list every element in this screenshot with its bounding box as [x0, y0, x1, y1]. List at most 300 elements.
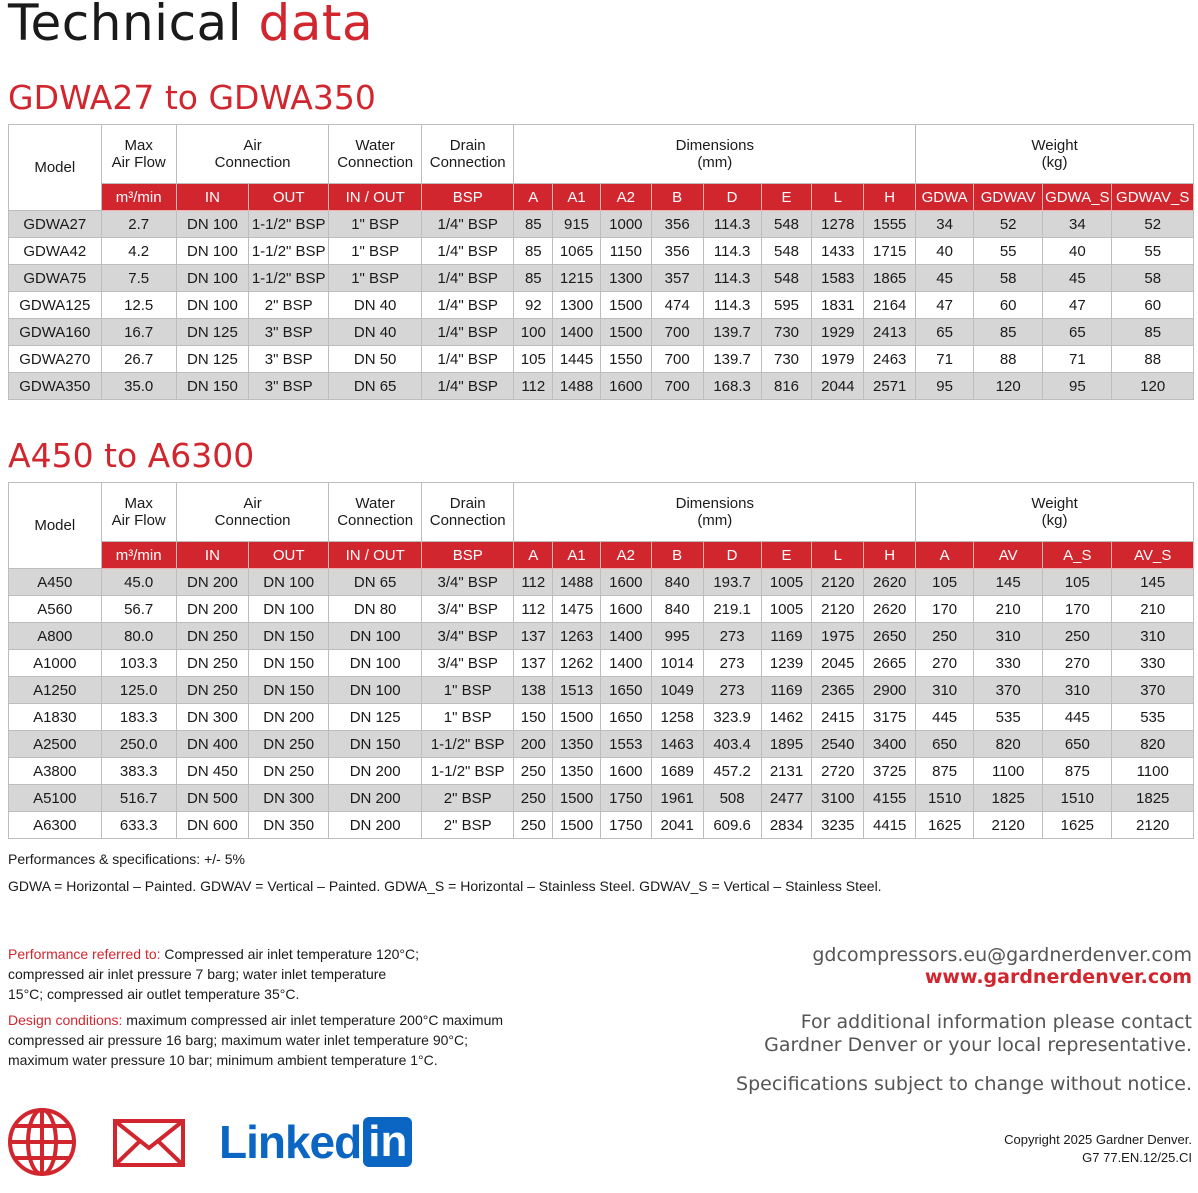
value-cell: 47 — [916, 292, 974, 319]
value-cell: DN 150 — [249, 677, 329, 704]
design-label: Design conditions: — [8, 1012, 123, 1028]
value-cell: 1350 — [553, 731, 601, 758]
value-cell: DN 125 — [176, 346, 248, 373]
conditions-block — [8, 944, 548, 1070]
header-drain-connection: Drain Connection — [421, 483, 514, 542]
value-cell: 1510 — [1043, 785, 1112, 812]
title-part2: data — [258, 0, 374, 52]
value-cell: 250 — [916, 623, 974, 650]
table-row — [9, 292, 1194, 319]
value-cell: 1689 — [651, 758, 703, 785]
value-cell: 114.3 — [703, 265, 761, 292]
value-cell: DN 200 — [249, 704, 329, 731]
value-cell: 820 — [1112, 731, 1194, 758]
value-cell: DN 150 — [249, 623, 329, 650]
value-cell: 357 — [651, 265, 703, 292]
value-cell: DN 250 — [249, 758, 329, 785]
value-cell: 2900 — [864, 677, 916, 704]
value-cell: 139.7 — [703, 319, 761, 346]
value-cell: 34 — [1043, 211, 1112, 238]
subheader-cell: L — [812, 542, 864, 569]
value-cell: 80.0 — [101, 623, 176, 650]
value-cell: 92 — [514, 292, 553, 319]
value-cell: 45 — [916, 265, 974, 292]
linkedin-logo[interactable] — [219, 1115, 412, 1173]
value-cell: 1715 — [864, 238, 916, 265]
value-cell: 1100 — [974, 758, 1043, 785]
value-cell: 2415 — [812, 704, 864, 731]
value-cell: 1650 — [600, 677, 651, 704]
table-row — [9, 704, 1194, 731]
value-cell: 137 — [514, 623, 553, 650]
table-row — [9, 785, 1194, 812]
value-cell: 60 — [974, 292, 1043, 319]
value-cell: 273 — [703, 677, 761, 704]
value-cell: 650 — [1043, 731, 1112, 758]
value-cell: 370 — [1112, 677, 1194, 704]
info-line-2: Gardner Denver or your local representative. — [764, 1034, 1192, 1056]
value-cell: 2540 — [812, 731, 864, 758]
envelope-icon[interactable] — [112, 1118, 186, 1168]
model-cell: GDWA350 — [9, 373, 102, 400]
subheader-cell: BSP — [421, 184, 514, 211]
value-cell: 1488 — [553, 373, 601, 400]
value-cell: 125.0 — [101, 677, 176, 704]
value-cell: 3100 — [812, 785, 864, 812]
value-cell: 47 — [1043, 292, 1112, 319]
value-cell: 535 — [974, 704, 1043, 731]
value-cell: 85 — [514, 211, 553, 238]
linkedin-in-box — [363, 1117, 412, 1167]
value-cell: 145 — [1112, 569, 1194, 596]
value-cell: 1065 — [553, 238, 601, 265]
section-heading-gdwa: GDWA27 to GDWA350 — [8, 78, 376, 117]
subheader-cell: GDWAV_S — [1112, 184, 1194, 211]
value-cell: 1049 — [651, 677, 703, 704]
value-cell: 3725 — [864, 758, 916, 785]
value-cell: 1433 — [812, 238, 864, 265]
model-cell: A450 — [9, 569, 102, 596]
value-cell: DN 40 — [329, 319, 422, 346]
value-cell: 2620 — [864, 569, 916, 596]
value-cell: 112 — [514, 596, 553, 623]
value-cell: 16.7 — [101, 319, 176, 346]
value-cell: 103.3 — [101, 650, 176, 677]
value-cell: 730 — [761, 319, 812, 346]
value-cell: 1" BSP — [329, 265, 422, 292]
performance-label: Performance referred to: — [8, 946, 161, 962]
value-cell: 1625 — [1043, 812, 1112, 839]
value-cell: DN 150 — [249, 650, 329, 677]
value-cell: 1" BSP — [421, 704, 514, 731]
value-cell: 114.3 — [703, 211, 761, 238]
table-row — [9, 650, 1194, 677]
value-cell: DN 100 — [329, 677, 422, 704]
value-cell: 595 — [761, 292, 812, 319]
value-cell: 210 — [974, 596, 1043, 623]
value-cell: 85 — [1112, 319, 1194, 346]
value-cell: 1625 — [916, 812, 974, 839]
value-cell: 120 — [974, 373, 1043, 400]
performance-line-1: Compressed air inlet temperature 120°C; — [160, 946, 420, 962]
value-cell: 273 — [703, 650, 761, 677]
value-cell: 2131 — [761, 758, 812, 785]
value-cell: 1500 — [600, 292, 651, 319]
value-cell: 1600 — [600, 373, 651, 400]
header-model: Model — [9, 125, 102, 211]
value-cell: 1/4" BSP — [421, 346, 514, 373]
value-cell: 1825 — [974, 785, 1043, 812]
title-part1: Technical — [8, 0, 243, 52]
value-cell: 1895 — [761, 731, 812, 758]
value-cell: 1500 — [553, 812, 601, 839]
model-cell: GDWA27 — [9, 211, 102, 238]
value-cell: DN 200 — [176, 596, 248, 623]
subheader-cell: IN / OUT — [329, 542, 422, 569]
value-cell: 1300 — [600, 265, 651, 292]
info-line-1: For additional information please contact — [800, 1011, 1192, 1033]
value-cell: 1" BSP — [421, 677, 514, 704]
value-cell: 1263 — [553, 623, 601, 650]
model-cell: A6300 — [9, 812, 102, 839]
value-cell: 3" BSP — [249, 373, 329, 400]
header-dimensions: Dimensions (mm) — [514, 483, 916, 542]
value-cell: 2" BSP — [421, 785, 514, 812]
value-cell: 100 — [514, 319, 553, 346]
value-cell: DN 600 — [176, 812, 248, 839]
value-cell: 2" BSP — [421, 812, 514, 839]
value-cell: 71 — [1043, 346, 1112, 373]
value-cell: 535 — [1112, 704, 1194, 731]
table-row — [9, 238, 1194, 265]
website-link[interactable]: www.gardnerdenver.com — [924, 966, 1192, 988]
value-cell: 114.3 — [703, 238, 761, 265]
value-cell: 170 — [916, 596, 974, 623]
value-cell: 12.5 — [101, 292, 176, 319]
value-cell: 310 — [974, 623, 1043, 650]
value-cell: DN 200 — [329, 758, 422, 785]
value-cell: 2120 — [812, 596, 864, 623]
value-cell: DN 250 — [249, 731, 329, 758]
value-cell: 52 — [1112, 211, 1194, 238]
value-cell: 120 — [1112, 373, 1194, 400]
value-cell: 820 — [974, 731, 1043, 758]
value-cell: 474 — [651, 292, 703, 319]
value-cell: 1555 — [864, 211, 916, 238]
value-cell: 4415 — [864, 812, 916, 839]
subheader-cell: A — [514, 184, 553, 211]
value-cell: 516.7 — [101, 785, 176, 812]
value-cell: 1-1/2" BSP — [421, 731, 514, 758]
value-cell: 403.4 — [703, 731, 761, 758]
value-cell: 1600 — [600, 758, 651, 785]
table-row — [9, 623, 1194, 650]
subheader-cell: A2 — [600, 542, 651, 569]
value-cell: 383.3 — [101, 758, 176, 785]
value-cell: 1" BSP — [329, 238, 422, 265]
table-row — [9, 677, 1194, 704]
value-cell: DN 100 — [329, 623, 422, 650]
header-weight: Weight (kg) — [916, 125, 1194, 184]
table-row — [9, 596, 1194, 623]
value-cell: 183.3 — [101, 704, 176, 731]
value-cell: DN 500 — [176, 785, 248, 812]
value-cell: 40 — [1043, 238, 1112, 265]
header-max-air-flow: Max Air Flow — [101, 125, 176, 184]
value-cell: 112 — [514, 373, 553, 400]
value-cell: 137 — [514, 650, 553, 677]
design-line-1: maximum compressed air inlet temperature 200°C maximum — [122, 1012, 504, 1028]
value-cell: 1400 — [553, 319, 601, 346]
value-cell: 1463 — [651, 731, 703, 758]
header-water-connection: Water Connection — [329, 125, 422, 184]
value-cell: 150 — [514, 704, 553, 731]
value-cell: 1500 — [600, 319, 651, 346]
value-cell: DN 100 — [176, 211, 248, 238]
value-cell: 1650 — [600, 704, 651, 731]
value-cell: 250 — [514, 785, 553, 812]
table-row — [9, 346, 1194, 373]
value-cell: 3/4" BSP — [421, 596, 514, 623]
value-cell: 1400 — [600, 650, 651, 677]
subheader-cell: IN / OUT — [329, 184, 422, 211]
disclaimer: Specifications subject to change without notice. — [736, 1073, 1192, 1095]
table-row — [9, 211, 1194, 238]
design-text — [8, 1010, 548, 1070]
model-cell: GDWA75 — [9, 265, 102, 292]
value-cell: DN 100 — [176, 265, 248, 292]
page-title — [8, 0, 373, 52]
value-cell: 1/4" BSP — [421, 319, 514, 346]
model-cell: GDWA160 — [9, 319, 102, 346]
model-cell: A2500 — [9, 731, 102, 758]
design-line-2: compressed air pressure 16 barg; maximum water inlet temperature 90°C; — [8, 1032, 469, 1048]
value-cell: 3175 — [864, 704, 916, 731]
value-cell: 1350 — [553, 758, 601, 785]
value-cell: 1169 — [761, 623, 812, 650]
value-cell: 995 — [651, 623, 703, 650]
value-cell: DN 125 — [329, 704, 422, 731]
model-cell: A3800 — [9, 758, 102, 785]
value-cell: 95 — [1043, 373, 1112, 400]
value-cell: 40 — [916, 238, 974, 265]
subheader-cell: A — [916, 542, 974, 569]
value-cell: 1825 — [1112, 785, 1194, 812]
value-cell: 193.7 — [703, 569, 761, 596]
value-cell: DN 100 — [176, 292, 248, 319]
value-cell: 1975 — [812, 623, 864, 650]
value-cell: 105 — [916, 569, 974, 596]
subheader-cell: IN — [176, 184, 248, 211]
value-cell: 840 — [651, 596, 703, 623]
value-cell: 1500 — [553, 704, 601, 731]
subheader-cell: IN — [176, 542, 248, 569]
subheader-cell: H — [864, 184, 916, 211]
model-cell: GDWA125 — [9, 292, 102, 319]
value-cell: 457.2 — [703, 758, 761, 785]
table-row — [9, 758, 1194, 785]
value-cell: 52 — [974, 211, 1043, 238]
value-cell: 270 — [1043, 650, 1112, 677]
value-cell: 1865 — [864, 265, 916, 292]
value-cell: 1258 — [651, 704, 703, 731]
subheader-cell: GDWA_S — [1043, 184, 1112, 211]
value-cell: 1750 — [600, 812, 651, 839]
subheader-cell: A1 — [553, 542, 601, 569]
subheader-cell: OUT — [249, 184, 329, 211]
header-max-air-flow: Max Air Flow — [101, 483, 176, 542]
value-cell: 1831 — [812, 292, 864, 319]
email-link[interactable]: gdcompressors.eu@gardnerdenver.com — [812, 944, 1192, 966]
model-cell: GDWA270 — [9, 346, 102, 373]
value-cell: 2044 — [812, 373, 864, 400]
value-cell: 1-1/2" BSP — [249, 265, 329, 292]
value-cell: 88 — [1112, 346, 1194, 373]
value-cell: 55 — [1112, 238, 1194, 265]
model-cell: A800 — [9, 623, 102, 650]
value-cell: 700 — [651, 373, 703, 400]
value-cell: 45.0 — [101, 569, 176, 596]
subheader-cell: m³/min — [101, 542, 176, 569]
value-cell: 1583 — [812, 265, 864, 292]
value-cell: 26.7 — [101, 346, 176, 373]
value-cell: DN 100 — [249, 596, 329, 623]
subheader-cell: m³/min — [101, 184, 176, 211]
value-cell: 170 — [1043, 596, 1112, 623]
value-cell: 445 — [916, 704, 974, 731]
value-cell: DN 250 — [176, 650, 248, 677]
model-cell: A5100 — [9, 785, 102, 812]
document-code: G7 77.EN.12/25.CI — [1082, 1150, 1192, 1165]
value-cell: 138 — [514, 677, 553, 704]
value-cell: 2120 — [1112, 812, 1194, 839]
value-cell: 65 — [916, 319, 974, 346]
value-cell: 1300 — [553, 292, 601, 319]
value-cell: DN 250 — [176, 677, 248, 704]
subheader-cell: AV — [974, 542, 1043, 569]
value-cell: 4155 — [864, 785, 916, 812]
subheader-cell: H — [864, 542, 916, 569]
subheader-cell: B — [651, 184, 703, 211]
header-air-connection: Air Connection — [176, 483, 329, 542]
value-cell: 2720 — [812, 758, 864, 785]
subheader-cell: E — [761, 542, 812, 569]
globe-icon[interactable] — [6, 1106, 78, 1178]
value-cell: DN 400 — [176, 731, 248, 758]
value-cell: 60 — [1112, 292, 1194, 319]
value-cell: 35.0 — [101, 373, 176, 400]
value-cell: 2120 — [812, 569, 864, 596]
value-cell: 1239 — [761, 650, 812, 677]
header-weight: Weight (kg) — [916, 483, 1194, 542]
value-cell: 145 — [974, 569, 1043, 596]
value-cell: DN 200 — [329, 812, 422, 839]
value-cell: DN 65 — [329, 373, 422, 400]
subheader-cell: A2 — [600, 184, 651, 211]
value-cell: 1961 — [651, 785, 703, 812]
value-cell: 55 — [974, 238, 1043, 265]
value-cell: 700 — [651, 346, 703, 373]
value-cell: 609.6 — [703, 812, 761, 839]
value-cell: 1513 — [553, 677, 601, 704]
value-cell: DN 125 — [176, 319, 248, 346]
subheader-cell: AV_S — [1112, 542, 1194, 569]
value-cell: 112 — [514, 569, 553, 596]
value-cell: 3400 — [864, 731, 916, 758]
value-cell: 3" BSP — [249, 346, 329, 373]
value-cell: 270 — [916, 650, 974, 677]
value-cell: 840 — [651, 569, 703, 596]
value-cell: DN 450 — [176, 758, 248, 785]
performance-line-2: compressed air inlet pressure 7 barg; water inlet temperature — [8, 966, 387, 982]
value-cell: DN 80 — [329, 596, 422, 623]
value-cell: 1005 — [761, 569, 812, 596]
value-cell: 1510 — [916, 785, 974, 812]
value-cell: 650 — [916, 731, 974, 758]
value-cell: 2477 — [761, 785, 812, 812]
subheader-cell: L — [812, 184, 864, 211]
value-cell: 58 — [1112, 265, 1194, 292]
header-water-connection: Water Connection — [329, 483, 422, 542]
value-cell: 445 — [1043, 704, 1112, 731]
subheader-cell: A_S — [1043, 542, 1112, 569]
value-cell: 356 — [651, 238, 703, 265]
value-cell: DN 40 — [329, 292, 422, 319]
subheader-cell: E — [761, 184, 812, 211]
value-cell: 1/4" BSP — [421, 373, 514, 400]
value-cell: 816 — [761, 373, 812, 400]
subheader-cell: D — [703, 184, 761, 211]
value-cell: 548 — [761, 211, 812, 238]
value-cell: 2365 — [812, 677, 864, 704]
value-cell: 3/4" BSP — [421, 623, 514, 650]
value-cell: 2571 — [864, 373, 916, 400]
value-cell: 2665 — [864, 650, 916, 677]
value-cell: 548 — [761, 238, 812, 265]
value-cell: 1/4" BSP — [421, 211, 514, 238]
header-model: Model — [9, 483, 102, 569]
value-cell: 633.3 — [101, 812, 176, 839]
subheader-cell: BSP — [421, 542, 514, 569]
value-cell: DN 150 — [329, 731, 422, 758]
value-cell: 1/4" BSP — [421, 238, 514, 265]
value-cell: 1600 — [600, 596, 651, 623]
value-cell: 1/4" BSP — [421, 265, 514, 292]
value-cell: DN 50 — [329, 346, 422, 373]
table-row — [9, 731, 1194, 758]
value-cell: 1979 — [812, 346, 864, 373]
value-cell: DN 150 — [176, 373, 248, 400]
value-cell: 88 — [974, 346, 1043, 373]
subheader-cell: A1 — [553, 184, 601, 211]
value-cell: 85 — [974, 319, 1043, 346]
gdwa-spec-table — [8, 124, 1194, 400]
value-cell: 219.1 — [703, 596, 761, 623]
linkedin-in-text: in — [368, 1117, 408, 1166]
subheader-cell: GDWAV — [974, 184, 1043, 211]
value-cell: 1750 — [600, 785, 651, 812]
value-cell: 1-1/2" BSP — [249, 238, 329, 265]
header-air-connection: Air Connection — [176, 125, 329, 184]
value-cell: 1" BSP — [329, 211, 422, 238]
value-cell: 3235 — [812, 812, 864, 839]
value-cell: 2834 — [761, 812, 812, 839]
value-cell: 1000 — [600, 211, 651, 238]
value-cell: 1278 — [812, 211, 864, 238]
value-cell: 1475 — [553, 596, 601, 623]
value-cell: 2164 — [864, 292, 916, 319]
model-cell: A1830 — [9, 704, 102, 731]
